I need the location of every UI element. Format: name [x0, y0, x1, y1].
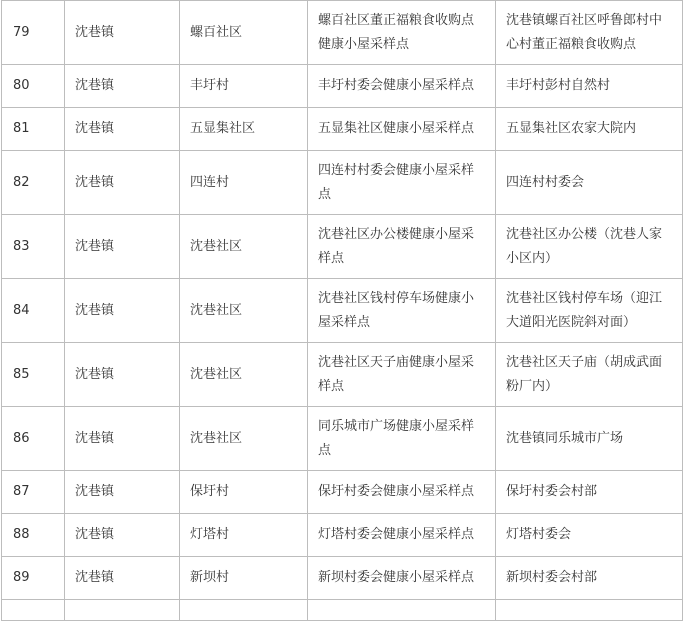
- town-cell: 沈巷镇: [65, 557, 180, 600]
- empty-cell: [65, 600, 180, 621]
- address-cell: 保圩村委会村部: [496, 471, 683, 514]
- table-row: [2, 1, 683, 65]
- town-cell: 沈巷镇: [65, 514, 180, 557]
- row-number: 87: [2, 471, 65, 514]
- address-cell: 沈巷镇螺百社区呼鲁郎村中心村董正福粮食收购点: [496, 1, 683, 65]
- community-cell: 螺百社区: [180, 1, 308, 65]
- site-name-cell: 丰圩村委会健康小屋采样点: [308, 65, 496, 108]
- site-name-cell: 新坝村委会健康小屋采样点: [308, 557, 496, 600]
- table-row: [2, 108, 683, 151]
- table-row: [2, 407, 683, 471]
- table-row: [2, 514, 683, 557]
- town-cell: 沈巷镇: [65, 215, 180, 279]
- address-cell: 沈巷社区办公楼（沈巷人家小区内）: [496, 215, 683, 279]
- site-name-cell: 保圩村委会健康小屋采样点: [308, 471, 496, 514]
- row-number: 81: [2, 108, 65, 151]
- row-number: 79: [2, 1, 65, 65]
- site-name-cell: 螺百社区董正福粮食收购点健康小屋采样点: [308, 1, 496, 65]
- site-name-cell: 沈巷社区天子庙健康小屋采样点: [308, 343, 496, 407]
- site-name-cell: 沈巷社区钱村停车场健康小屋采样点: [308, 279, 496, 343]
- town-cell: 沈巷镇: [65, 407, 180, 471]
- sampling-site-table-container: [1, 0, 682, 621]
- address-cell: 灯塔村委会: [496, 514, 683, 557]
- site-name-cell: 同乐城市广场健康小屋采样点: [308, 407, 496, 471]
- community-cell: 灯塔村: [180, 514, 308, 557]
- row-number: 86: [2, 407, 65, 471]
- town-cell: 沈巷镇: [65, 151, 180, 215]
- community-cell: 保圩村: [180, 471, 308, 514]
- row-number: 85: [2, 343, 65, 407]
- site-name-cell: 沈巷社区办公楼健康小屋采样点: [308, 215, 496, 279]
- address-cell: 沈巷社区钱村停车场（迎江大道阳光医院斜对面）: [496, 279, 683, 343]
- row-number: 89: [2, 557, 65, 600]
- town-cell: 沈巷镇: [65, 471, 180, 514]
- site-name-cell: 灯塔村委会健康小屋采样点: [308, 514, 496, 557]
- site-name-cell: 四连村村委会健康小屋采样点: [308, 151, 496, 215]
- town-cell: 沈巷镇: [65, 343, 180, 407]
- community-cell: 四连村: [180, 151, 308, 215]
- community-cell: 沈巷社区: [180, 215, 308, 279]
- town-cell: 沈巷镇: [65, 279, 180, 343]
- community-cell: 沈巷社区: [180, 343, 308, 407]
- address-cell: 沈巷镇同乐城市广场: [496, 407, 683, 471]
- row-number: 83: [2, 215, 65, 279]
- community-cell: 新坝村: [180, 557, 308, 600]
- address-cell: 五显集社区农家大院内: [496, 108, 683, 151]
- address-cell: 丰圩村彭村自然村: [496, 65, 683, 108]
- empty-cell: [180, 600, 308, 621]
- table-body: [2, 1, 683, 621]
- address-cell: 新坝村委会村部: [496, 557, 683, 600]
- empty-cell: [2, 600, 65, 621]
- address-cell: 四连村村委会: [496, 151, 683, 215]
- row-number: 84: [2, 279, 65, 343]
- community-cell: 沈巷社区: [180, 407, 308, 471]
- table-row: [2, 279, 683, 343]
- town-cell: 沈巷镇: [65, 65, 180, 108]
- row-number: 82: [2, 151, 65, 215]
- address-cell: 沈巷社区天子庙（胡成武面粉厂内）: [496, 343, 683, 407]
- row-number: 80: [2, 65, 65, 108]
- sampling-site-table: [1, 0, 683, 621]
- town-cell: 沈巷镇: [65, 1, 180, 65]
- community-cell: 丰圩村: [180, 65, 308, 108]
- site-name-cell: 五显集社区健康小屋采样点: [308, 108, 496, 151]
- table-row: [2, 65, 683, 108]
- empty-cell: [308, 600, 496, 621]
- community-cell: 五显集社区: [180, 108, 308, 151]
- empty-cell: [496, 600, 683, 621]
- table-row: [2, 471, 683, 514]
- table-row: [2, 215, 683, 279]
- community-cell: 沈巷社区: [180, 279, 308, 343]
- row-number: 88: [2, 514, 65, 557]
- table-row: [2, 343, 683, 407]
- town-cell: 沈巷镇: [65, 108, 180, 151]
- table-row: [2, 151, 683, 215]
- table-row-partial: [2, 600, 683, 621]
- table-row: [2, 557, 683, 600]
